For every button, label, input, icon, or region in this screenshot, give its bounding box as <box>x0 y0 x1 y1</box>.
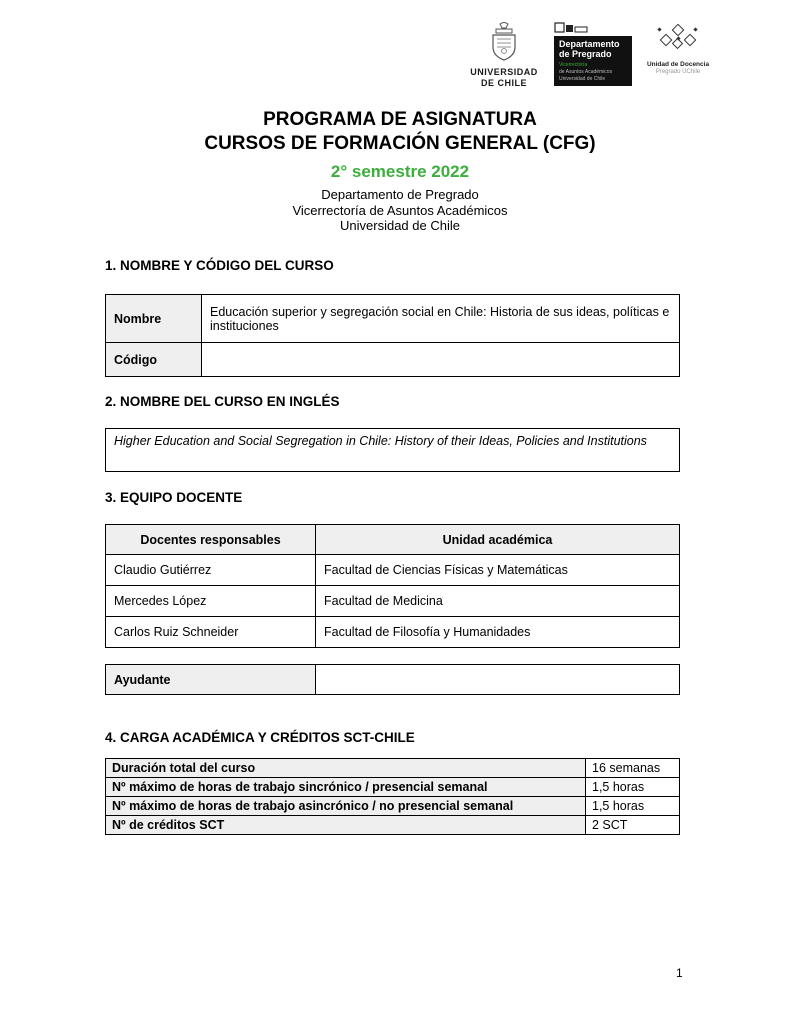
pregrado-logo-box <box>554 36 632 86</box>
uchile-logo-name-2: DE CHILE <box>480 78 527 88</box>
table-row <box>106 816 680 835</box>
pregrado-squares-icon <box>554 22 594 34</box>
ayudante-label-cell: Ayudante <box>106 665 316 695</box>
title-block <box>0 108 800 234</box>
table-header-row <box>106 525 680 555</box>
subtitle-vicerrectoria: Vicerrectoría de Asuntos Académicos <box>292 202 508 218</box>
pregrado-logo <box>554 22 632 86</box>
docencia-logo-line-2: Pregrado UChile <box>655 69 701 75</box>
uchile-logo-name-1: UNIVERSIDAD <box>470 67 538 77</box>
subtitle-departamento: Departamento de Pregrado <box>321 187 479 202</box>
workload-label-cell: Duración total del curso <box>106 759 586 778</box>
document-title-line-2: CURSOS DE FORMACIÓN GENERAL (CFG) <box>204 133 596 154</box>
table-row <box>106 665 680 695</box>
codigo-value-cell <box>202 343 680 377</box>
workload-value-cell: 2 SCT <box>586 816 680 835</box>
docente-cell: Mercedes López <box>106 586 316 617</box>
table-row <box>106 617 680 648</box>
table-row <box>106 343 680 377</box>
column-header-unidad: Unidad académica <box>316 525 680 555</box>
course-name-code-table <box>105 294 680 377</box>
docencia-logo <box>646 22 710 76</box>
docencia-logo-line-1: Unidad de Docencia <box>646 61 710 68</box>
pregrado-logo-sub-1: Vicerrectoría <box>559 62 588 68</box>
section-2-heading: 2. NOMBRE DEL CURSO EN INGLÉS <box>105 394 340 409</box>
table-row <box>106 778 680 797</box>
workload-label-cell: Nº máximo de horas de trabajo sincrónico / presencial semanal <box>106 778 586 797</box>
workload-value-cell: 1,5 horas <box>586 797 680 816</box>
table-row <box>106 586 680 617</box>
workload-label-cell: Nº de créditos SCT <box>106 816 586 835</box>
section-1-heading: 1. NOMBRE Y CÓDIGO DEL CURSO <box>105 258 334 273</box>
teaching-team-table <box>105 524 680 648</box>
nombre-label-cell: Nombre <box>106 295 202 343</box>
codigo-label-cell: Código <box>106 343 202 377</box>
column-header-docentes: Docentes responsables <box>106 525 316 555</box>
workload-value-cell: 1,5 horas <box>586 778 680 797</box>
header-logos <box>468 22 710 89</box>
unidad-cell: Facultad de Filosofía y Humanidades <box>316 617 680 648</box>
section-4-heading: 4. CARGA ACADÉMICA Y CRÉDITOS SCT-CHILE <box>105 730 415 745</box>
uchile-logo <box>468 22 540 89</box>
nombre-value-cell: Educación superior y segregación social en Chile: Historia de sus ideas, políticas e instituciones <box>202 295 680 343</box>
table-row <box>106 797 680 816</box>
workload-value-cell: 16 semanas <box>586 759 680 778</box>
table-row <box>106 295 680 343</box>
unidad-cell: Facultad de Ciencias Físicas y Matemáticas <box>316 555 680 586</box>
table-row <box>106 555 680 586</box>
pregrado-logo-sub-3: Universidad de Chile <box>559 76 606 82</box>
docencia-diamonds-icon <box>654 24 702 54</box>
pregrado-logo-sub-2: de Asuntos Académicos <box>559 69 613 75</box>
table-row <box>106 759 680 778</box>
uchile-crest-icon <box>487 22 521 62</box>
docente-cell: Carlos Ruiz Schneider <box>106 617 316 648</box>
unidad-cell: Facultad de Medicina <box>316 586 680 617</box>
pregrado-logo-line-2: de Pregrado <box>559 49 612 59</box>
workload-label-cell: Nº máximo de horas de trabajo asincrónico / no presencial semanal <box>106 797 586 816</box>
docente-cell: Claudio Gutiérrez <box>106 555 316 586</box>
document-title-line-1: PROGRAMA DE ASIGNATURA <box>263 109 537 130</box>
subtitle-universidad: Universidad de Chile <box>340 218 460 233</box>
pregrado-logo-line-1: Departamento <box>559 39 620 49</box>
workload-credits-table <box>105 758 680 835</box>
section-3-heading: 3. EQUIPO DOCENTE <box>105 490 243 505</box>
ayudante-value-cell <box>316 665 680 695</box>
ayudante-table <box>105 664 680 695</box>
page-number: 1 <box>676 966 683 980</box>
semester-label: 2° semestre 2022 <box>330 162 470 181</box>
english-course-name-box: Higher Education and Social Segregation in Chile: History of their Ideas, Policies and Institutions <box>105 428 680 472</box>
